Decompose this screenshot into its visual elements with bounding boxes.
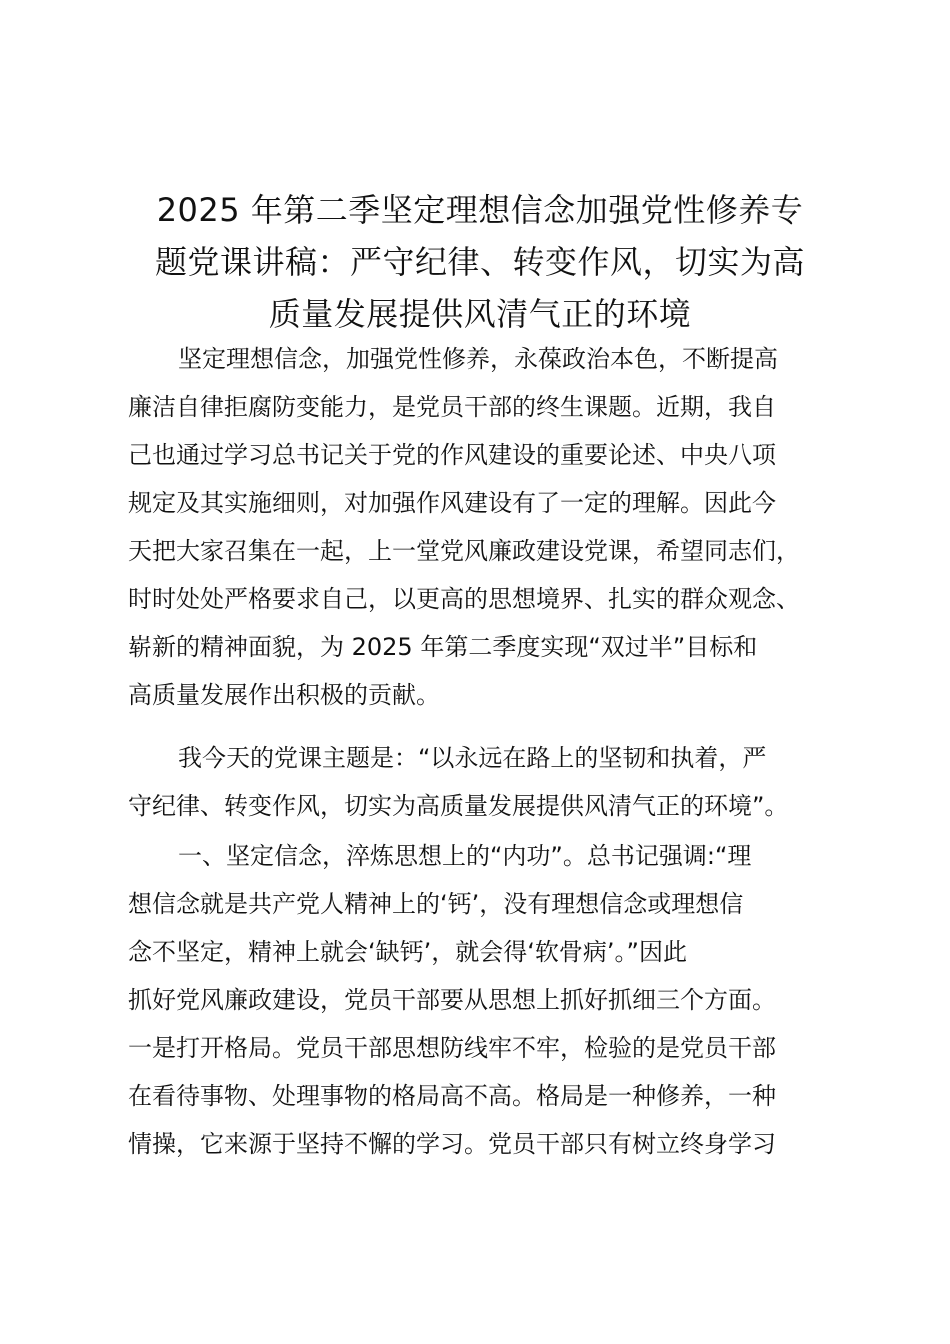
document-title [120,184,840,340]
title-line: 质量发展提供风清气正的环境 [268,295,692,333]
paragraph-line: 天把大家召集在一起，上一堂党风廉政建设党课，希望同志们， [128,537,800,565]
paragraph-line: 一是打开格局。党员干部思想防线牢不牢，检验的是党员干部 [128,1034,776,1062]
title-line: 题党课讲稿：严守纪律、转变作风，切实为高 [154,243,805,281]
paragraph-line: 坚定理想信念，加强党性修养，永葆政治本色，不断提高 [178,345,778,373]
paragraph-line: 守纪律、转变作风，切实为高质量发展提供风清气正的环境”。 [128,792,789,820]
paragraph-line: 廉洁自律拒腐防变能力，是党员干部的终生课题。近期，我自 [128,393,776,421]
paragraph-line: 我今天的党课主题是：“以永远在路上的坚韧和执着，严 [178,744,767,772]
paragraph-line: 崭新的精神面貌，为 2025 年第二季度实现“双过半”目标和 [128,633,758,661]
title-line: 2025 年第二季坚定理想信念加强党性修养专 [156,191,804,229]
paragraph-line: 高质量发展作出积极的贡献。 [128,681,440,709]
paragraph-line: 一、坚定信念，淬炼思想上的“内功”。总书记强调:“理 [178,842,752,870]
paragraph-line: 情操，它来源于坚持不懈的学习。党员干部只有树立终身学习 [128,1130,776,1158]
paragraph-line: 想信念就是共产党人精神上的‘钙’，没有理想信念或理想信 [128,890,744,918]
paragraph-line: 在看待事物、处理事物的格局高不高。格局是一种修养，一种 [128,1082,776,1110]
paragraph-line: 念不坚定，精神上就会‘缺钙’，就会得‘软骨病’。”因此 [128,938,687,966]
paragraph-line: 规定及其实施细则，对加强作风建设有了一定的理解。因此今 [128,489,776,517]
paragraph-section-one [128,832,848,1168]
paragraph-line: 抓好党风廉政建设，党员干部要从思想上抓好抓细三个方面。 [128,986,776,1014]
paragraph-line: 己也通过学习总书记关于党的作风建设的重要论述、中央八项 [128,441,776,469]
paragraph-line: 时时处处严格要求自己，以更高的思想境界、扎实的群众观念、 [128,585,800,613]
paragraph-theme [128,734,848,830]
paragraph-intro [128,335,848,719]
